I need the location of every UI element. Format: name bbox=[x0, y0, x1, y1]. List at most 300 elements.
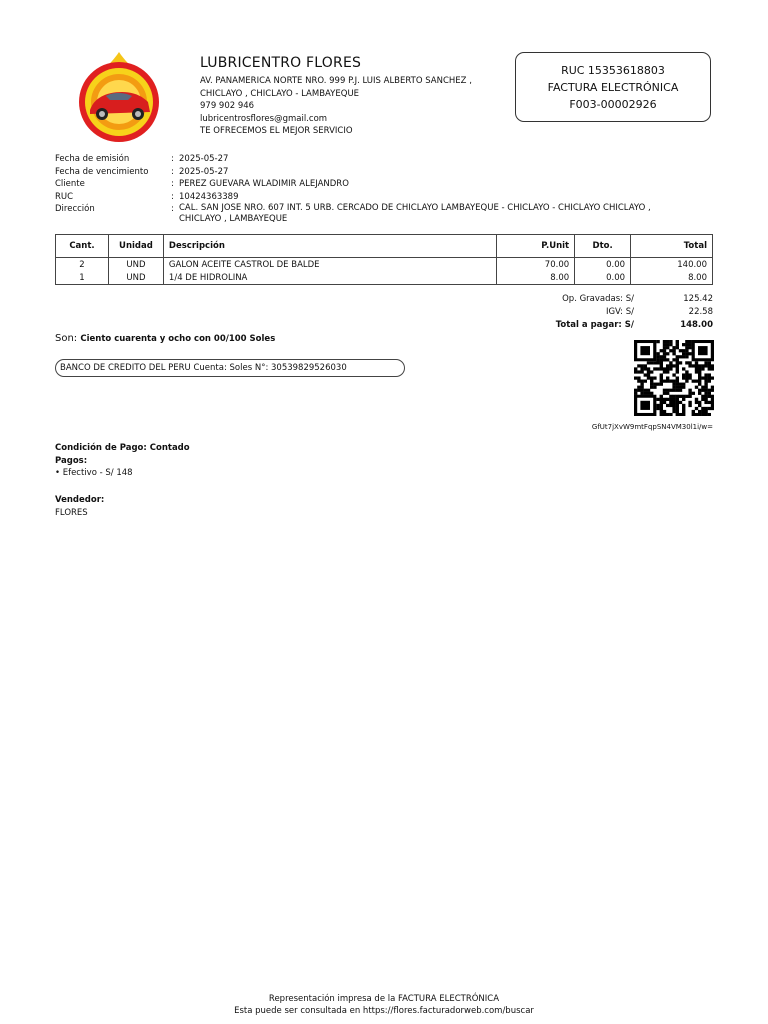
company-address-line1: AV. PANAMERICA NORTE NRO. 999 P.J. LUIS ALBERTO SANCHEZ , bbox=[200, 76, 472, 86]
totals-block bbox=[500, 293, 713, 332]
qr-module bbox=[663, 352, 666, 355]
qr-module bbox=[676, 395, 679, 398]
company-phone: 979 902 946 bbox=[200, 101, 255, 111]
qr-module bbox=[644, 392, 647, 395]
qr-module bbox=[666, 398, 669, 401]
qr-module bbox=[701, 398, 704, 401]
qr-module bbox=[704, 410, 707, 413]
payment-section bbox=[55, 442, 190, 480]
vendor-label: Vendedor: bbox=[55, 495, 105, 505]
qr-module bbox=[672, 389, 675, 392]
qr-module bbox=[711, 401, 714, 404]
qr-module bbox=[672, 383, 675, 386]
company-address-line2: CHICLAYO , CHICLAYO - LAMBAYEQUE bbox=[200, 88, 360, 99]
qr-module bbox=[666, 392, 669, 395]
qr-module bbox=[682, 410, 685, 413]
qr-module bbox=[695, 386, 698, 389]
qr-module bbox=[711, 389, 714, 392]
qr-module bbox=[669, 367, 672, 370]
client-ruc-row bbox=[55, 191, 715, 204]
qr-module bbox=[676, 404, 679, 407]
qr-module bbox=[672, 364, 675, 367]
logo-graphic bbox=[76, 52, 162, 142]
qr-module bbox=[660, 373, 663, 376]
amount-in-words bbox=[55, 333, 275, 344]
qr-module bbox=[704, 413, 707, 416]
qr-module bbox=[653, 376, 656, 379]
qr-module bbox=[711, 364, 714, 367]
row-qty: 2 bbox=[56, 258, 109, 272]
qr-module bbox=[676, 410, 679, 413]
qr-module bbox=[637, 380, 640, 383]
qr-module bbox=[663, 367, 666, 370]
qr-module bbox=[676, 346, 679, 349]
qr-module bbox=[650, 376, 653, 379]
qr-module bbox=[663, 380, 666, 383]
row-total: 8.00 bbox=[631, 271, 713, 285]
row-qty: 1 bbox=[56, 271, 109, 285]
qr-finder-pattern bbox=[698, 346, 708, 355]
qr-module bbox=[704, 389, 707, 392]
colon: : bbox=[171, 166, 174, 177]
qr-module bbox=[644, 380, 647, 383]
address-row bbox=[55, 203, 715, 224]
qr-module bbox=[704, 383, 707, 386]
igv-label: IGV: S/ bbox=[605, 307, 634, 317]
qr-module bbox=[695, 361, 698, 364]
qr-module bbox=[685, 373, 688, 376]
row-disc: 0.00 bbox=[575, 271, 631, 285]
qr-module bbox=[708, 401, 711, 404]
qr-module bbox=[676, 340, 679, 343]
qr-module bbox=[663, 398, 666, 401]
qr-module bbox=[666, 380, 669, 383]
qr-module bbox=[663, 343, 666, 346]
qr-module bbox=[637, 376, 640, 379]
qr-module bbox=[660, 383, 663, 386]
qr-module bbox=[682, 376, 685, 379]
qr-module bbox=[711, 376, 714, 379]
document-number: F003-00002926 bbox=[569, 97, 657, 111]
qr-module bbox=[698, 413, 701, 416]
qr-module bbox=[682, 383, 685, 386]
qr-module bbox=[663, 401, 666, 404]
company-header bbox=[200, 55, 500, 138]
qr-module bbox=[647, 367, 650, 370]
qr-module bbox=[644, 367, 647, 370]
qr-module bbox=[701, 386, 704, 389]
qr-module bbox=[660, 395, 663, 398]
company-slogan: TE OFRECEMOS EL MEJOR SERVICIO bbox=[200, 126, 353, 136]
qr-module bbox=[701, 395, 704, 398]
qr-module bbox=[656, 407, 659, 410]
table-row bbox=[56, 271, 713, 285]
qr-module bbox=[698, 383, 701, 386]
col-disc-header: Dto. bbox=[575, 235, 631, 258]
client-ruc-label: RUC bbox=[55, 191, 74, 202]
qr-module bbox=[660, 398, 663, 401]
qr-module bbox=[685, 355, 688, 358]
qr-module bbox=[688, 343, 691, 346]
payments-label: Pagos: bbox=[55, 455, 88, 466]
qr-module bbox=[682, 404, 685, 407]
qr-module bbox=[708, 367, 711, 370]
qr-module bbox=[695, 380, 698, 383]
qr-module bbox=[660, 355, 663, 358]
qr-module bbox=[660, 407, 663, 410]
qr-module bbox=[704, 392, 707, 395]
qr-module bbox=[685, 376, 688, 379]
footer-line1: Representación impresa de la FACTURA ELECTRÓNICA bbox=[268, 994, 500, 1004]
address-label: Dirección bbox=[55, 204, 95, 215]
company-logo bbox=[76, 52, 162, 142]
qr-module bbox=[676, 376, 679, 379]
qr-module bbox=[672, 346, 675, 349]
qr-module bbox=[637, 370, 640, 373]
colon: : bbox=[171, 204, 174, 215]
col-desc-header: Descripción bbox=[163, 235, 496, 258]
qr-module bbox=[711, 407, 714, 410]
qr-module bbox=[679, 401, 682, 404]
qr-module bbox=[701, 413, 704, 416]
qr-module bbox=[634, 367, 637, 370]
qr-module bbox=[708, 380, 711, 383]
qr-module bbox=[701, 410, 704, 413]
document-type: FACTURA ELECTRÓNICA bbox=[547, 80, 679, 94]
qr-module bbox=[704, 386, 707, 389]
qr-module bbox=[688, 340, 691, 343]
qr-module bbox=[666, 404, 669, 407]
document-ruc: RUC 15353618803 bbox=[561, 63, 665, 77]
qr-module bbox=[682, 367, 685, 370]
row-unit: UND bbox=[108, 258, 163, 272]
qr-module bbox=[653, 361, 656, 364]
qr-module bbox=[711, 395, 714, 398]
qr-module bbox=[676, 343, 679, 346]
qr-module bbox=[640, 370, 643, 373]
col-price-header: P.Unit bbox=[497, 235, 575, 258]
qr-module bbox=[669, 389, 672, 392]
qr-module bbox=[640, 367, 643, 370]
qr-module bbox=[640, 364, 643, 367]
colon: : bbox=[171, 179, 174, 190]
qr-module bbox=[698, 392, 701, 395]
qr-module bbox=[656, 404, 659, 407]
qr-module bbox=[656, 340, 659, 343]
qr-module bbox=[663, 389, 666, 392]
qr-module bbox=[708, 413, 711, 416]
qr-module bbox=[676, 401, 679, 404]
qr-module bbox=[656, 355, 659, 358]
row-price: 8.00 bbox=[497, 271, 575, 285]
qr-module bbox=[688, 395, 691, 398]
qr-module bbox=[679, 349, 682, 352]
qr-module bbox=[669, 343, 672, 346]
issue-date-value: 2025-05-27 bbox=[179, 154, 229, 164]
qr-module bbox=[701, 364, 704, 367]
qr-module bbox=[637, 386, 640, 389]
qr-module bbox=[634, 376, 637, 379]
qr-module bbox=[679, 355, 682, 358]
qr-module bbox=[708, 407, 711, 410]
qr-module bbox=[708, 376, 711, 379]
items-table bbox=[55, 234, 713, 285]
qr-module bbox=[688, 392, 691, 395]
qr-code bbox=[634, 340, 714, 416]
qr-module bbox=[704, 401, 707, 404]
qr-module bbox=[695, 364, 698, 367]
son-amount: Ciento cuarenta y ocho con 00/100 Soles bbox=[80, 334, 276, 344]
qr-module bbox=[711, 398, 714, 401]
payment-item: • Efectivo - S/ 148 bbox=[55, 468, 133, 479]
qr-module bbox=[666, 389, 669, 392]
row-total: 140.00 bbox=[631, 258, 713, 272]
qr-module bbox=[669, 398, 672, 401]
qr-module bbox=[666, 370, 669, 373]
qr-module bbox=[672, 380, 675, 383]
qr-module bbox=[685, 340, 688, 343]
qr-module bbox=[688, 364, 691, 367]
qr-module bbox=[660, 410, 663, 413]
qr-module bbox=[647, 376, 650, 379]
qr-module bbox=[660, 413, 663, 416]
qr-module bbox=[679, 413, 682, 416]
qr-module bbox=[669, 380, 672, 383]
due-date-row bbox=[55, 166, 715, 179]
qr-module bbox=[704, 407, 707, 410]
qr-module bbox=[688, 389, 691, 392]
qr-module bbox=[663, 349, 666, 352]
qr-module bbox=[666, 364, 669, 367]
qr-module bbox=[679, 389, 682, 392]
qr-module bbox=[692, 364, 695, 367]
issue-date-label: Fecha de emisión bbox=[55, 154, 130, 164]
qr-module bbox=[688, 361, 691, 364]
qr-module bbox=[656, 383, 659, 386]
qr-module bbox=[676, 398, 679, 401]
qr-module bbox=[669, 413, 672, 416]
qr-module bbox=[692, 392, 695, 395]
qr-module bbox=[672, 395, 675, 398]
qr-module bbox=[656, 352, 659, 355]
qr-module bbox=[669, 364, 672, 367]
qr-module bbox=[672, 349, 675, 352]
qr-module bbox=[669, 404, 672, 407]
qr-module bbox=[672, 407, 675, 410]
payment-condition: Condición de Pago: Contado bbox=[55, 443, 190, 453]
qr-module bbox=[708, 389, 711, 392]
colon: : bbox=[171, 191, 174, 202]
qr-module bbox=[644, 389, 647, 392]
qr-module bbox=[672, 373, 675, 376]
qr-module bbox=[656, 361, 659, 364]
qr-module bbox=[704, 398, 707, 401]
total-value: 148.00 bbox=[680, 320, 713, 330]
qr-module bbox=[688, 376, 691, 379]
due-date-value: 2025-05-27 bbox=[179, 166, 229, 177]
qr-module bbox=[666, 343, 669, 346]
qr-module bbox=[672, 358, 675, 361]
gravadas-row bbox=[500, 293, 713, 306]
qr-module bbox=[663, 410, 666, 413]
igv-value: 22.58 bbox=[688, 307, 713, 317]
qr-module bbox=[676, 355, 679, 358]
col-unit-header: Unidad bbox=[108, 235, 163, 258]
qr-module bbox=[660, 358, 663, 361]
table-header-row bbox=[56, 235, 713, 258]
qr-module bbox=[698, 401, 701, 404]
row-unit: UND bbox=[108, 271, 163, 285]
qr-module bbox=[695, 407, 698, 410]
qr-module bbox=[669, 395, 672, 398]
qr-module bbox=[708, 361, 711, 364]
qr-module bbox=[637, 364, 640, 367]
qr-module bbox=[704, 373, 707, 376]
qr-module bbox=[701, 407, 704, 410]
client-label: Cliente bbox=[55, 179, 85, 190]
qr-module bbox=[704, 361, 707, 364]
qr-module bbox=[695, 398, 698, 401]
row-desc: GALON ACEITE CASTROL DE BALDE bbox=[163, 258, 496, 272]
gravadas-value: 125.42 bbox=[683, 294, 713, 304]
qr-module bbox=[711, 367, 714, 370]
qr-module bbox=[634, 389, 637, 392]
client-value: PEREZ GUEVARA WLADIMIR ALEJANDRO bbox=[179, 179, 349, 190]
qr-module bbox=[637, 389, 640, 392]
qr-module bbox=[640, 380, 643, 383]
qr-module bbox=[701, 376, 704, 379]
issue-date-row bbox=[55, 153, 715, 166]
qr-module bbox=[647, 373, 650, 376]
vendor-section bbox=[55, 494, 104, 520]
row-disc: 0.00 bbox=[575, 258, 631, 272]
qr-module bbox=[660, 361, 663, 364]
client-row bbox=[55, 178, 715, 191]
qr-module bbox=[644, 373, 647, 376]
qr-module bbox=[682, 349, 685, 352]
qr-module bbox=[653, 367, 656, 370]
qr-module bbox=[698, 364, 701, 367]
qr-module bbox=[666, 367, 669, 370]
qr-module bbox=[666, 376, 669, 379]
qr-finder-pattern bbox=[640, 401, 650, 410]
qr-module bbox=[650, 370, 653, 373]
qr-module bbox=[663, 392, 666, 395]
qr-module bbox=[701, 367, 704, 370]
qr-module bbox=[676, 407, 679, 410]
qr-module bbox=[708, 364, 711, 367]
total-label: Total a pagar: S/ bbox=[555, 320, 634, 330]
qr-code-graphic bbox=[634, 340, 714, 416]
qr-module bbox=[708, 392, 711, 395]
digest-hash: GfUt7jXvW9mtFqpSN4VM30l1i/w= bbox=[591, 423, 713, 431]
qr-module bbox=[698, 376, 701, 379]
qr-module bbox=[685, 349, 688, 352]
qr-module bbox=[698, 410, 701, 413]
qr-module bbox=[672, 404, 675, 407]
qr-module bbox=[688, 346, 691, 349]
qr-module bbox=[676, 413, 679, 416]
qr-module bbox=[685, 361, 688, 364]
qr-module bbox=[682, 398, 685, 401]
document-id-box bbox=[515, 52, 711, 122]
qr-module bbox=[666, 340, 669, 343]
qr-module bbox=[679, 386, 682, 389]
qr-module bbox=[708, 373, 711, 376]
client-ruc-value: 10424363389 bbox=[179, 191, 239, 202]
qr-module bbox=[679, 395, 682, 398]
qr-module bbox=[660, 364, 663, 367]
qr-module bbox=[682, 413, 685, 416]
qr-module bbox=[682, 352, 685, 355]
qr-module bbox=[669, 340, 672, 343]
footer-line2: Esta puede ser consultada en https://flores.facturadorweb.com/buscar bbox=[234, 1006, 534, 1016]
qr-module bbox=[698, 373, 701, 376]
qr-module bbox=[647, 370, 650, 373]
qr-module bbox=[666, 346, 669, 349]
col-total-header: Total bbox=[631, 235, 713, 258]
qr-module bbox=[685, 370, 688, 373]
qr-module bbox=[682, 395, 685, 398]
qr-module bbox=[682, 355, 685, 358]
qr-module bbox=[672, 401, 675, 404]
qr-module bbox=[663, 346, 666, 349]
qr-module bbox=[682, 343, 685, 346]
qr-module bbox=[698, 367, 701, 370]
qr-module bbox=[640, 386, 643, 389]
row-price: 70.00 bbox=[497, 258, 575, 272]
qr-module bbox=[695, 370, 698, 373]
qr-module bbox=[688, 373, 691, 376]
qr-module bbox=[640, 389, 643, 392]
qr-module bbox=[685, 380, 688, 383]
qr-module bbox=[695, 367, 698, 370]
qr-module bbox=[660, 367, 663, 370]
qr-module bbox=[650, 361, 653, 364]
qr-module bbox=[695, 413, 698, 416]
qr-module bbox=[672, 398, 675, 401]
qr-module bbox=[644, 364, 647, 367]
qr-module bbox=[640, 383, 643, 386]
son-label: Son: bbox=[55, 333, 78, 344]
qr-module bbox=[663, 355, 666, 358]
qr-finder-pattern bbox=[640, 346, 650, 355]
qr-module bbox=[704, 380, 707, 383]
qr-module bbox=[692, 380, 695, 383]
qr-module bbox=[647, 389, 650, 392]
qr-module bbox=[666, 358, 669, 361]
qr-module bbox=[660, 404, 663, 407]
qr-module bbox=[685, 395, 688, 398]
qr-module bbox=[704, 395, 707, 398]
total-row bbox=[500, 319, 713, 332]
qr-module bbox=[701, 389, 704, 392]
qr-module bbox=[669, 401, 672, 404]
qr-module bbox=[698, 380, 701, 383]
qr-module bbox=[650, 392, 653, 395]
qr-module bbox=[708, 395, 711, 398]
qr-module bbox=[698, 389, 701, 392]
qr-module bbox=[682, 407, 685, 410]
qr-module bbox=[682, 373, 685, 376]
qr-module bbox=[685, 352, 688, 355]
qr-module bbox=[711, 386, 714, 389]
qr-module bbox=[692, 410, 695, 413]
qr-module bbox=[647, 392, 650, 395]
qr-module bbox=[672, 410, 675, 413]
qr-module bbox=[688, 401, 691, 404]
qr-module bbox=[676, 358, 679, 361]
